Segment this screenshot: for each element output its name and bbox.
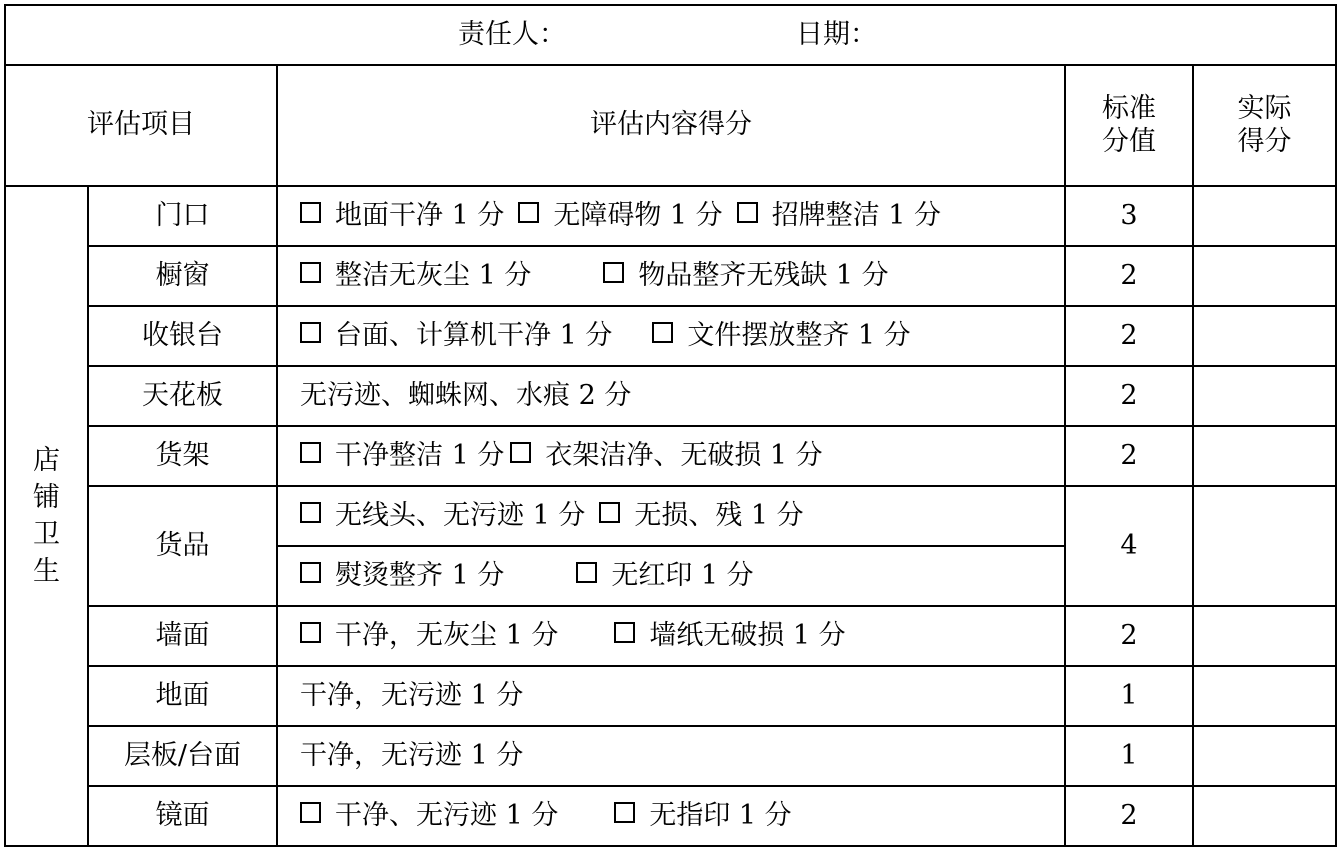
- criterion-text: 物品整齐无残缺 1 分: [638, 259, 889, 291]
- item-name: 镜面: [88, 786, 277, 846]
- standard-score: 2: [1065, 786, 1193, 846]
- actual-score-cell[interactable]: [1193, 486, 1336, 606]
- actual-score-cell[interactable]: [1193, 306, 1336, 366]
- criterion-text: 无线头、无污迹 1 分: [335, 499, 586, 531]
- checkbox[interactable]: [300, 442, 321, 463]
- table-row: [5, 666, 1336, 726]
- standard-score: 1: [1065, 666, 1193, 726]
- responsible-date-cell: [5, 5, 1336, 65]
- checkbox[interactable]: [300, 202, 321, 223]
- criterion-text: 无指印 1 分: [649, 799, 792, 831]
- criterion-text: 熨烫整齐 1 分: [335, 559, 505, 591]
- standard-score: 2: [1065, 306, 1193, 366]
- item-content: [277, 546, 1065, 606]
- evaluation-table: [4, 4, 1337, 847]
- checkbox[interactable]: [300, 802, 321, 823]
- item-name: 墙面: [88, 606, 277, 666]
- standard-score: 3: [1065, 186, 1193, 246]
- header-content: 评估内容得分: [277, 65, 1065, 186]
- table-row: [5, 786, 1336, 846]
- actual-score-cell[interactable]: [1193, 606, 1336, 666]
- checkbox[interactable]: [300, 502, 321, 523]
- criterion-text: 地面干净 1 分: [335, 199, 505, 231]
- responsible-label: 责任人：: [458, 19, 566, 50]
- checkbox[interactable]: [300, 622, 321, 643]
- category-char: 生: [33, 556, 60, 587]
- category-char: 铺: [33, 482, 60, 513]
- actual-score-cell[interactable]: [1193, 366, 1336, 426]
- table-row: [5, 486, 1336, 546]
- checkbox[interactable]: [614, 802, 635, 823]
- standard-score: 1: [1065, 726, 1193, 786]
- table-row: [5, 426, 1336, 486]
- responsible-date-row: [5, 5, 1336, 65]
- item-content: [277, 186, 1065, 246]
- header-actual-score: [1193, 65, 1336, 186]
- actual-score-cell[interactable]: [1193, 426, 1336, 486]
- item-content: [277, 606, 1065, 666]
- criterion-text: 招牌整洁 1 分: [771, 199, 942, 231]
- header-standard-line2: 分值: [1102, 125, 1156, 157]
- header-actual-line1: 实际: [1237, 93, 1292, 125]
- item-content: 干净，无污迹 1 分: [277, 726, 1065, 786]
- item-name: 门口: [88, 186, 277, 246]
- actual-score-cell[interactable]: [1193, 246, 1336, 306]
- criterion-text: 台面、计算机干净 1 分: [335, 319, 613, 351]
- checkbox[interactable]: [614, 622, 635, 643]
- item-name: 货架: [88, 426, 277, 486]
- checkbox[interactable]: [603, 262, 624, 283]
- table-row: [5, 186, 1336, 246]
- header-item: 评估项目: [5, 65, 277, 186]
- checkbox[interactable]: [518, 202, 539, 223]
- actual-score-cell[interactable]: [1193, 726, 1336, 786]
- table-row: [5, 246, 1336, 306]
- checkbox[interactable]: [652, 322, 673, 343]
- criterion-text: 干净、无污迹 1 分: [335, 799, 559, 831]
- column-header-row: [5, 65, 1336, 186]
- criterion-text: 衣架洁净、无破损 1 分: [545, 439, 823, 471]
- item-name: 橱窗: [88, 246, 277, 306]
- criterion-text: 墙纸无破损 1 分: [649, 619, 846, 651]
- item-content: 干净，无污迹 1 分: [277, 666, 1065, 726]
- item-name: 收银台: [88, 306, 277, 366]
- table-row: [5, 726, 1336, 786]
- header-standard-line1: 标准: [1102, 93, 1156, 125]
- item-content: [277, 486, 1065, 546]
- standard-score: 2: [1065, 246, 1193, 306]
- checkbox[interactable]: [300, 262, 321, 283]
- criterion-text: 无障碍物 1 分: [553, 199, 723, 231]
- standard-score: 2: [1065, 606, 1193, 666]
- standard-score: 2: [1065, 426, 1193, 486]
- item-name: 货品: [88, 486, 277, 606]
- header-standard-score: [1065, 65, 1193, 186]
- category-char: 店: [33, 445, 60, 476]
- item-content: [277, 786, 1065, 846]
- actual-score-cell[interactable]: [1193, 786, 1336, 846]
- criterion-text: 无红印 1 分: [611, 559, 754, 591]
- table-row: [5, 366, 1336, 426]
- item-content: [277, 306, 1065, 366]
- table-row: [5, 306, 1336, 366]
- checkbox[interactable]: [300, 322, 321, 343]
- date-label: 日期：: [796, 19, 877, 50]
- item-name: 地面: [88, 666, 277, 726]
- actual-score-cell[interactable]: [1193, 186, 1336, 246]
- header-actual-line2: 得分: [1237, 125, 1292, 157]
- item-content: [277, 246, 1065, 306]
- standard-score: 2: [1065, 366, 1193, 426]
- category-store-hygiene: [5, 186, 88, 846]
- standard-score: 4: [1065, 486, 1193, 606]
- checkbox[interactable]: [576, 562, 597, 583]
- category-char: 卫: [33, 519, 60, 550]
- checkbox[interactable]: [737, 202, 758, 223]
- criterion-text: 无损、残 1 分: [634, 499, 804, 531]
- checkbox[interactable]: [300, 562, 321, 583]
- item-name: 天花板: [88, 366, 277, 426]
- table-row: [5, 606, 1336, 666]
- item-content: 无污迹、蜘蛛网、水痕 2 分: [277, 366, 1065, 426]
- criterion-text: 文件摆放整齐 1 分: [687, 319, 911, 351]
- checkbox[interactable]: [599, 502, 620, 523]
- item-content: [277, 426, 1065, 486]
- checkbox[interactable]: [510, 442, 531, 463]
- actual-score-cell[interactable]: [1193, 666, 1336, 726]
- criterion-text: 干净整洁 1 分: [335, 439, 505, 471]
- criterion-text: 干净，无灰尘 1 分: [335, 619, 559, 651]
- criterion-text: 整洁无灰尘 1 分: [335, 259, 532, 291]
- item-name: 层板/台面: [88, 726, 277, 786]
